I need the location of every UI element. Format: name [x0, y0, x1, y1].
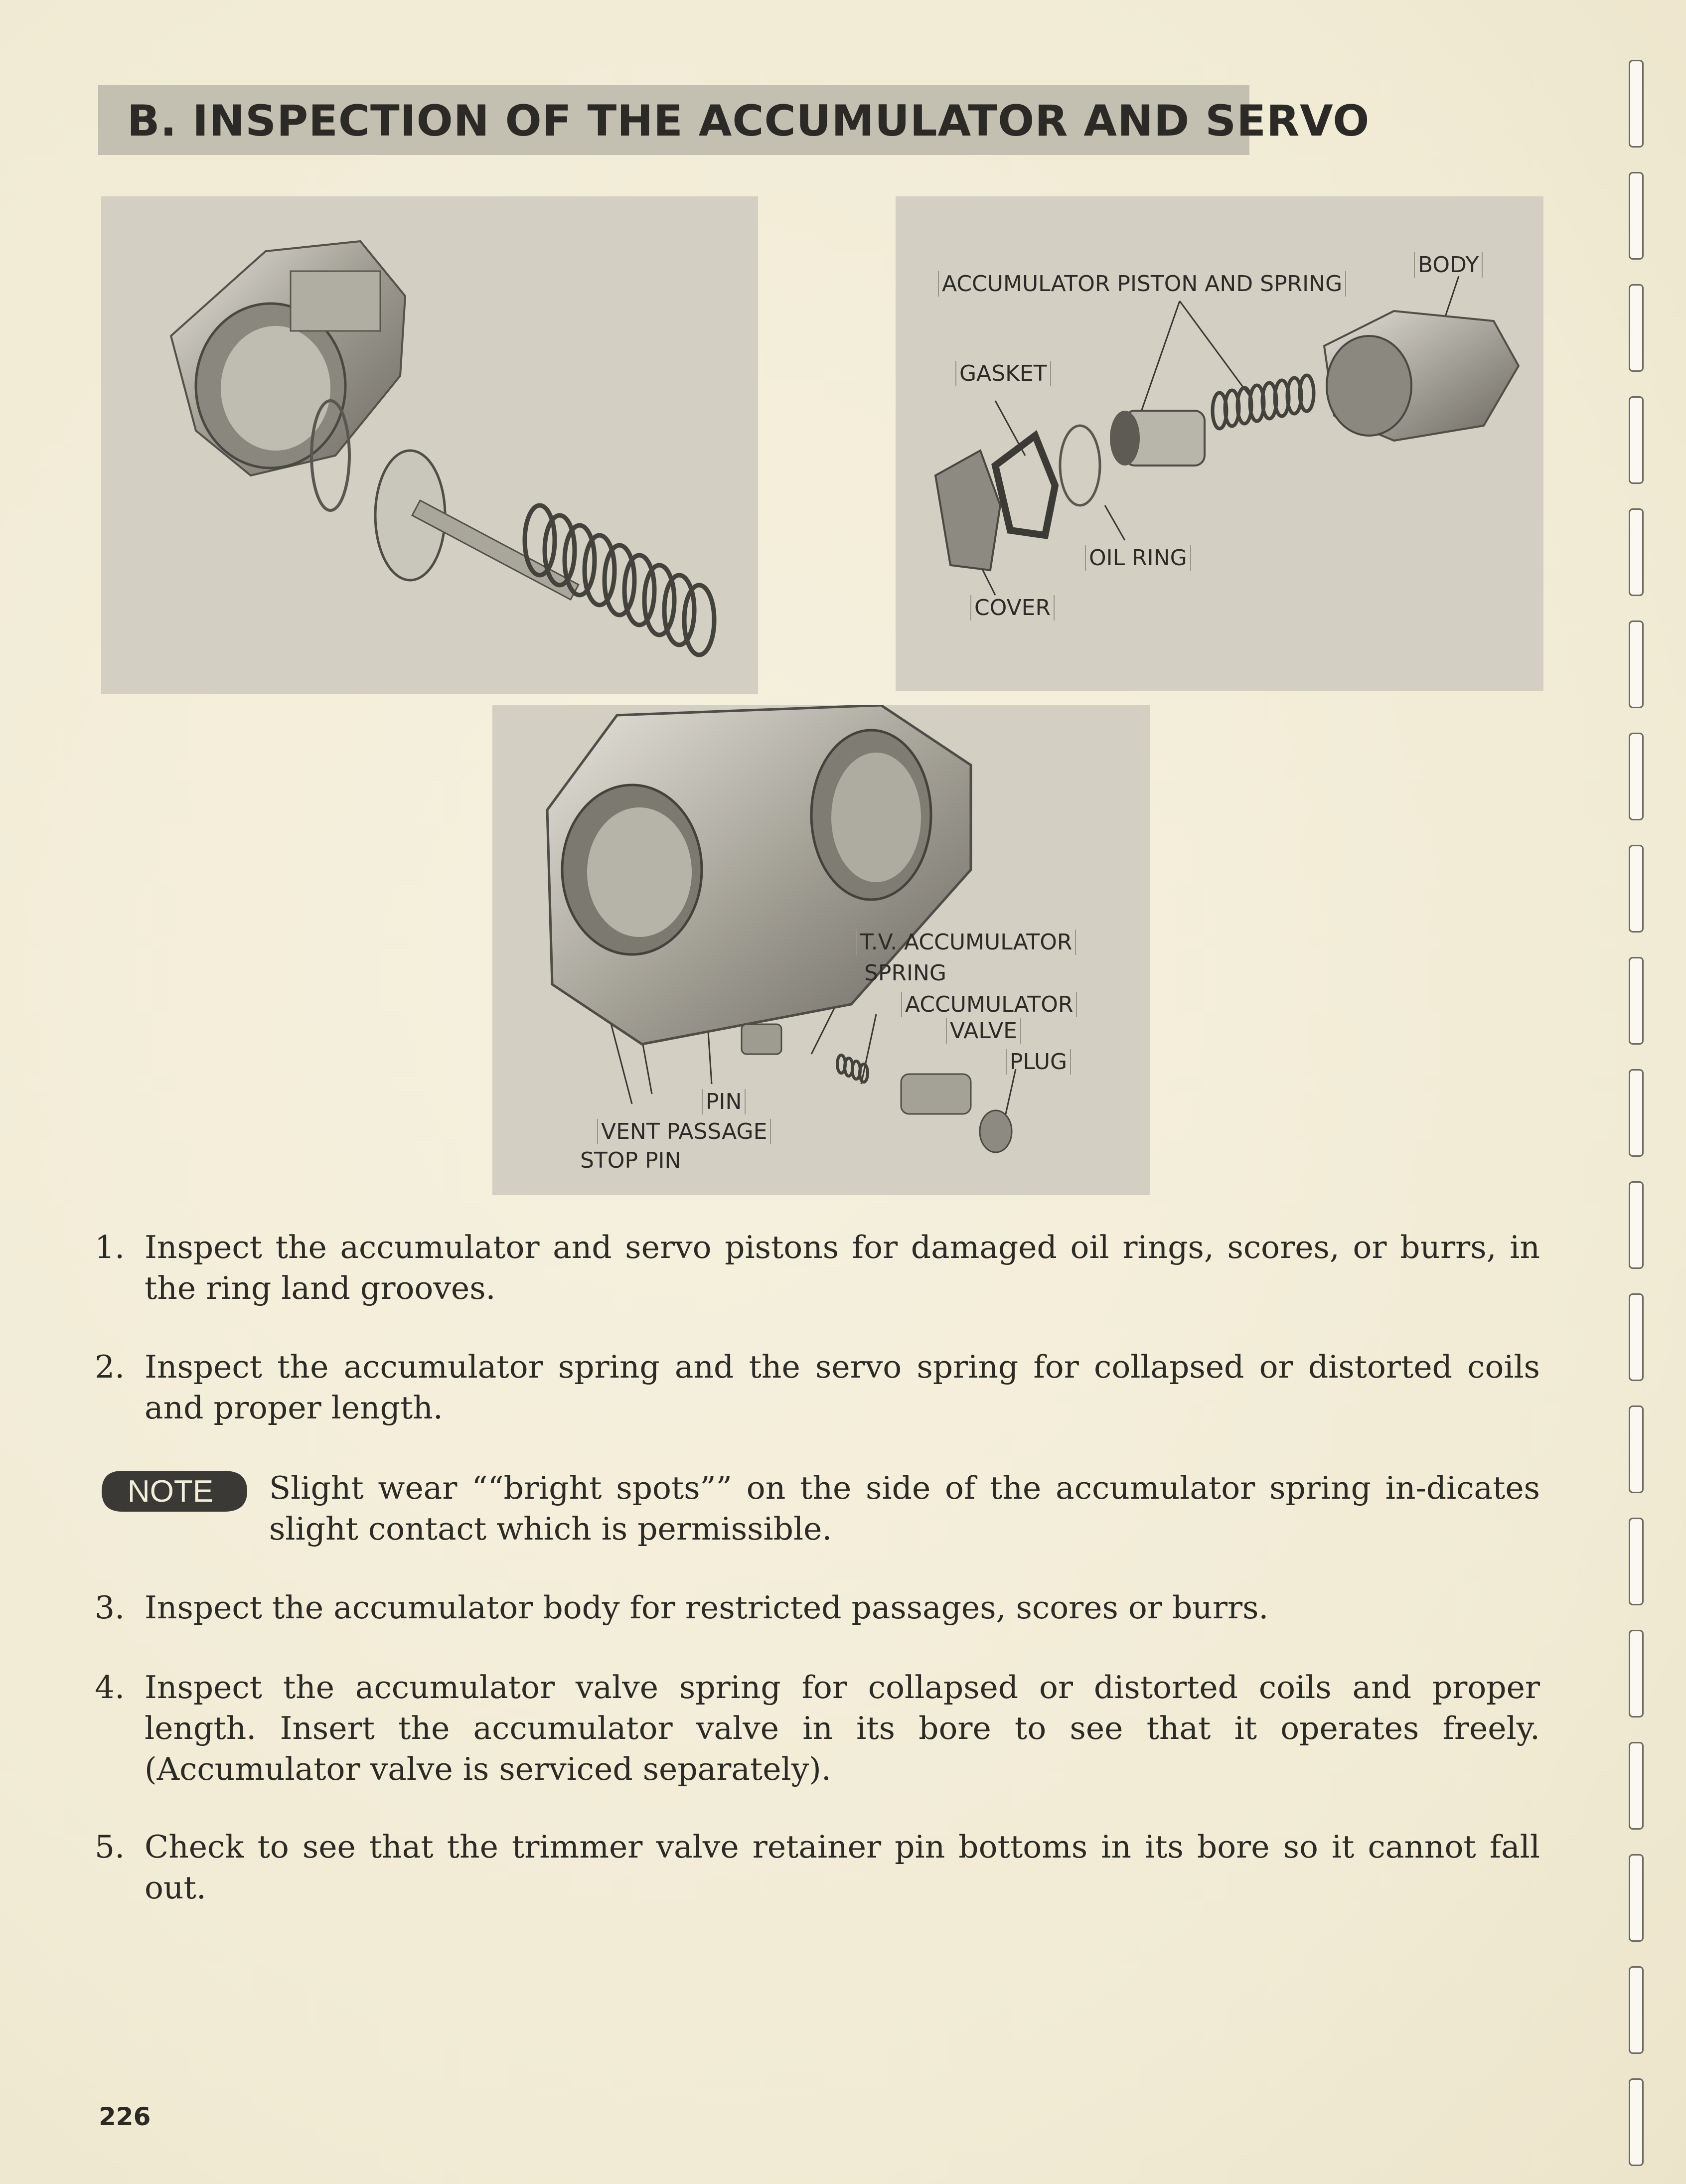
label-plug: PLUG [1006, 1049, 1071, 1075]
label-vent-passage: VENT PASSAGE [597, 1119, 771, 1144]
binder-tab [1629, 957, 1644, 1045]
binder-tab [1629, 1630, 1644, 1717]
binder-tab [1629, 1966, 1644, 2054]
item-number: 5. [95, 1829, 125, 1865]
section-header [98, 85, 1370, 155]
item-number: 3. [95, 1589, 125, 1626]
binder-tab [1629, 733, 1644, 820]
binder-tab [1629, 1518, 1644, 1605]
binder-tab [1629, 396, 1644, 484]
item-number: 4. [95, 1669, 125, 1706]
accumulator-exploded-photo [896, 196, 1543, 691]
binder-tab [1629, 1293, 1644, 1381]
label-oil-ring: OIL RING [1085, 545, 1191, 571]
inspection-item-2 [95, 1347, 1540, 1428]
binder-tab [1629, 1742, 1644, 1830]
binder-tab [1629, 621, 1644, 708]
label-body: BODY [1414, 252, 1483, 278]
label-tv-accumulator: T.V. ACCUMULATOR [856, 930, 1076, 955]
item-text: Inspect the accumulator body for restricted passages, scores or burrs. [145, 1589, 1269, 1626]
item-text: Inspect the accumulator spring and the servo spring for collapsed or distorted coils and proper length. [145, 1349, 1540, 1426]
label-accumulator: ACCUMULATOR [901, 992, 1077, 1017]
binder-tab [1629, 1405, 1644, 1493]
item-number: 1. [95, 1229, 125, 1265]
servo-exploded-photo [101, 196, 758, 694]
item-number: 2. [95, 1349, 125, 1385]
inspection-item-4 [95, 1667, 1540, 1790]
label-accumulator-piston-spring: ACCUMULATOR PISTON AND SPRING [938, 271, 1346, 297]
binder-tab [1629, 1854, 1644, 1942]
item-text: Inspect the accumulator valve spring for collapsed or distorted coils and proper length. Insert the accumulator valve in its bore to see that it operates freely. (Accumulator valve is serviced separately). [145, 1669, 1540, 1787]
binder-tab [1629, 2078, 1644, 2166]
label-gasket: GASKET [955, 361, 1051, 386]
note-badge-label: NOTE [127, 1474, 214, 1509]
binder-tab [1629, 60, 1644, 148]
binder-tab [1629, 1069, 1644, 1157]
binder-tab [1629, 284, 1644, 372]
page-number: 226 [99, 2102, 151, 2131]
inspection-item-3 [95, 1587, 1540, 1628]
binder-tab [1629, 172, 1644, 260]
label-spring: SPRING [864, 960, 947, 986]
item-text: Check to see that the trimmer valve retainer pin bottoms in its bore so it cannot fall out. [145, 1829, 1540, 1906]
label-stop-pin: STOP PIN [580, 1148, 681, 1173]
binder-tab [1629, 845, 1644, 933]
binder-tab [1629, 1181, 1644, 1269]
item-text: Inspect the accumulator and servo pistons for damaged oil rings, scores, or burrs, in the ring land grooves. [145, 1229, 1540, 1306]
inspection-item-1 [95, 1227, 1540, 1309]
label-cover: COVER [970, 595, 1055, 621]
label-valve: VALVE [946, 1018, 1021, 1044]
section-title: B. INSPECTION OF THE ACCUMULATOR AND SERVO [127, 96, 1370, 146]
accumulator-valve-photo [492, 705, 1150, 1195]
note-text: Slight wear ““bright spots”” on the side of the accumulator spring in-dicates slight contact which is permissible. [269, 1470, 1540, 1547]
note-badge [100, 1469, 249, 1514]
binder-tab [1629, 508, 1644, 596]
inspection-item-5 [95, 1827, 1540, 1908]
label-pin: PIN [702, 1089, 746, 1114]
